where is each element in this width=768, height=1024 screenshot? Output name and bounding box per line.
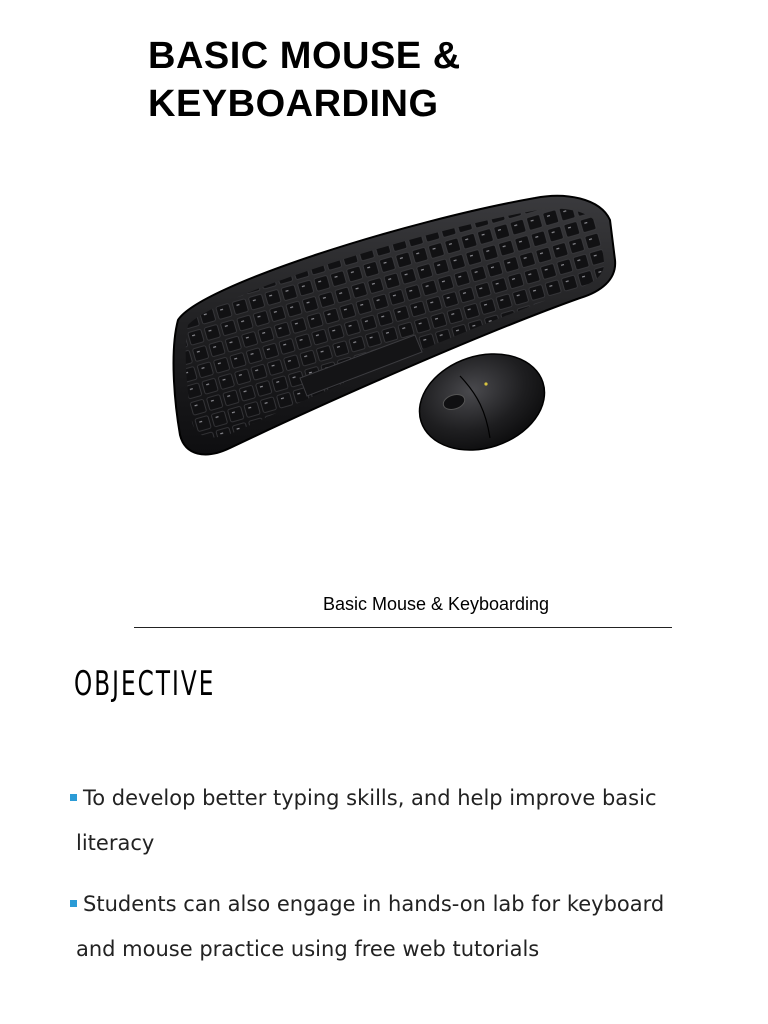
slide-caption: Basic Mouse & Keyboarding <box>322 594 550 614</box>
list-item <box>66 776 706 866</box>
objective-heading: OBJECTIVE <box>74 664 216 704</box>
keyboard-and-mouse-photo <box>160 180 630 480</box>
objective-bullet-text: To develop better typing skills, and help improve basic literacy <box>76 786 657 855</box>
slide-title <box>148 32 668 128</box>
square-bullet-icon <box>70 900 77 907</box>
divider <box>134 627 672 628</box>
slide-title-line-2: KEYBOARDING <box>148 83 439 125</box>
square-bullet-icon <box>70 794 77 801</box>
objective-bullet-text: Students can also engage in hands-on lab for keyboard and mouse practice using free web tutorials <box>76 892 665 961</box>
list-item <box>66 882 706 972</box>
objective-bullet-list <box>66 776 706 988</box>
slide-title-line-1: BASIC MOUSE & <box>148 35 461 77</box>
keyboard <box>174 196 616 455</box>
